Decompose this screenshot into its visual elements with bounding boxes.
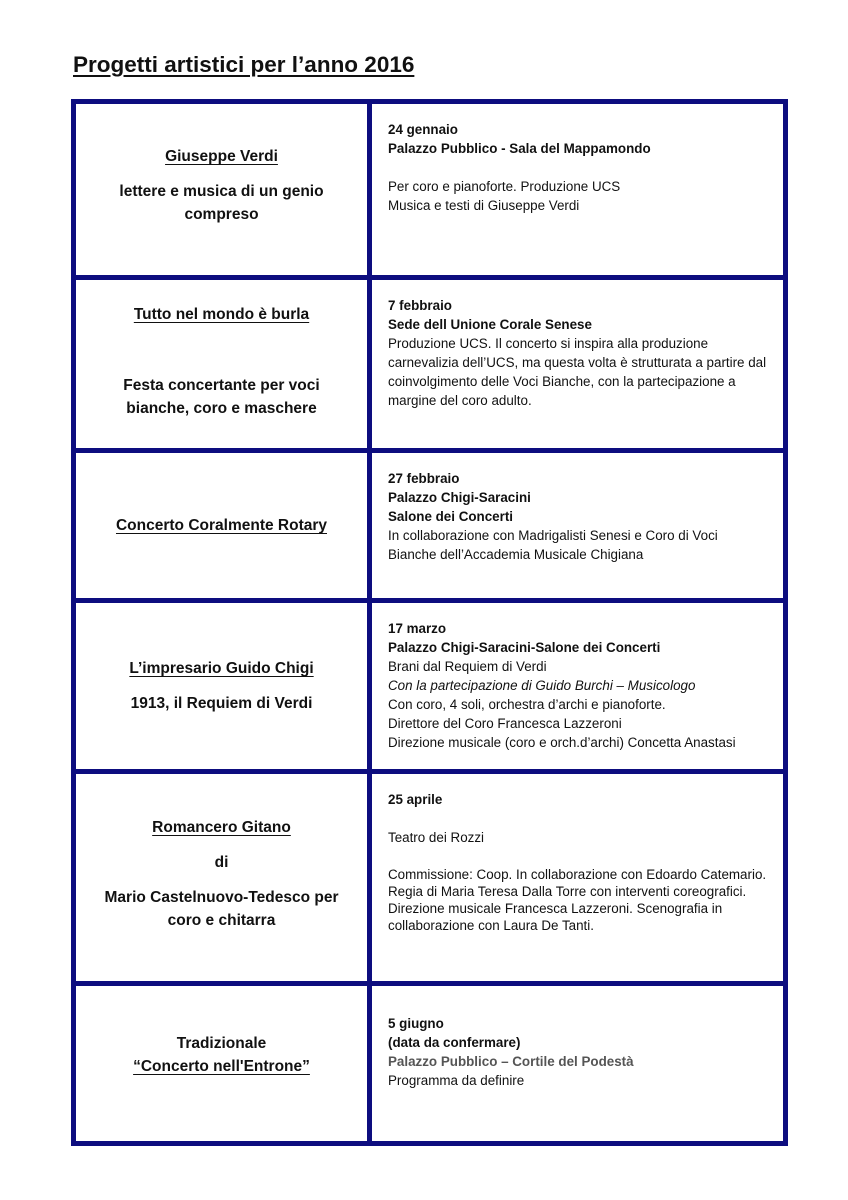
event-date: 25 aprile xyxy=(388,792,443,807)
table-row xyxy=(74,278,786,451)
event-detail: Musica e testi di Giuseppe Verdi xyxy=(388,198,580,213)
project-details-cell xyxy=(370,278,786,451)
project-title-cell xyxy=(74,772,370,984)
event-venue: Palazzo Chigi-Saracini-Salone dei Concerti xyxy=(388,640,661,655)
project-details-cell xyxy=(370,102,786,278)
project-subtitle: “Concerto nell'Entrone” xyxy=(133,1057,310,1075)
event-detail: Programma da definire xyxy=(388,1073,525,1088)
project-subtitle: Festa concertante per voci bianche, coro e maschere xyxy=(123,376,320,417)
program-table xyxy=(71,99,788,1146)
project-name: L’impresario Guido Chigi xyxy=(129,660,314,677)
project-details-cell xyxy=(370,451,786,601)
table-row xyxy=(74,984,786,1144)
event-detail: Per coro e pianoforte. Produzione UCS xyxy=(388,179,621,194)
project-subtitle: lettere e musica di un genio compreso xyxy=(119,183,324,223)
project-subtitle: 1913, il Requiem di Verdi xyxy=(130,695,313,712)
project-name: Concerto Coralmente Rotary xyxy=(115,517,327,534)
project-name: Romancero Gitano xyxy=(152,818,291,836)
event-date: 24 gennaio xyxy=(388,122,458,137)
project-subtitle: Mario Castelnuovo-Tedesco per coro e chitarra xyxy=(104,888,339,929)
project-title-cell xyxy=(74,984,370,1144)
project-title-cell xyxy=(74,601,370,772)
project-name: Giuseppe Verdi xyxy=(165,148,278,165)
event-detail: In collaborazione con Madrigalisti Senesi e Coro di Voci Bianche dell’Accademia Musicale Chigiana xyxy=(388,528,718,562)
project-title-cell xyxy=(74,451,370,601)
event-venue: Sede dell Unione Corale Senese xyxy=(388,317,592,332)
event-detail: Brani dal Requiem di Verdi xyxy=(388,659,547,674)
project-details-cell xyxy=(370,984,786,1144)
event-detail: Con la partecipazione di Guido Burchi – Musicologo xyxy=(388,678,696,693)
event-detail: Produzione UCS. Il concerto si inspira alla produzione carnevalizia dell’UCS, ma questa volta è strutturata a partire dal coinvolgimento delle Voci Bianche, con la partecipazione a margine del coro adulto. xyxy=(388,336,767,408)
event-venue: Palazzo Pubblico – Cortile del Podestà xyxy=(388,1054,634,1069)
project-details-cell xyxy=(370,772,786,984)
project-name: Tutto nel mondo è burla xyxy=(133,305,310,323)
event-venue-room: Salone dei Concerti xyxy=(388,509,514,524)
event-detail: Direttore del Coro Francesca Lazzeroni xyxy=(388,716,622,731)
event-detail: Con coro, 4 soli, orchestra d’archi e pianoforte. xyxy=(388,697,666,712)
project-title-cell xyxy=(74,102,370,278)
event-date: 7 febbraio xyxy=(388,298,452,313)
event-venue: Teatro dei Rozzi xyxy=(388,830,485,845)
project-details-cell xyxy=(370,601,786,772)
table-row xyxy=(74,772,786,984)
project-connector: di xyxy=(214,853,229,871)
table-row xyxy=(74,451,786,601)
event-date: 5 giugno xyxy=(388,1016,444,1031)
project-title-cell xyxy=(74,278,370,451)
event-venue: Palazzo Pubblico - Sala del Mappamondo xyxy=(388,141,651,156)
event-detail: Commissione: Coop. In collaborazione con Edoardo Catemario. Regia di Maria Teresa Dalla Torre con interventi coreografici. Direzione musicale Francesca Lazzeroni. Scenografia in collaborazione con Laura De Tanti. xyxy=(388,867,767,933)
event-date-note: (data da confermare) xyxy=(388,1035,521,1050)
table-row xyxy=(74,601,786,772)
event-date: 27 febbraio xyxy=(388,471,460,486)
event-venue: Palazzo Chigi-Saracini xyxy=(388,490,531,505)
event-date: 17 marzo xyxy=(388,621,447,636)
project-name: Tradizionale xyxy=(176,1034,267,1052)
page-title: Progetti artistici per l’anno 2016 xyxy=(73,52,415,77)
event-detail: Direzione musicale (coro e orch.d’archi) Concetta Anastasi xyxy=(388,735,736,750)
table-row xyxy=(74,102,786,278)
